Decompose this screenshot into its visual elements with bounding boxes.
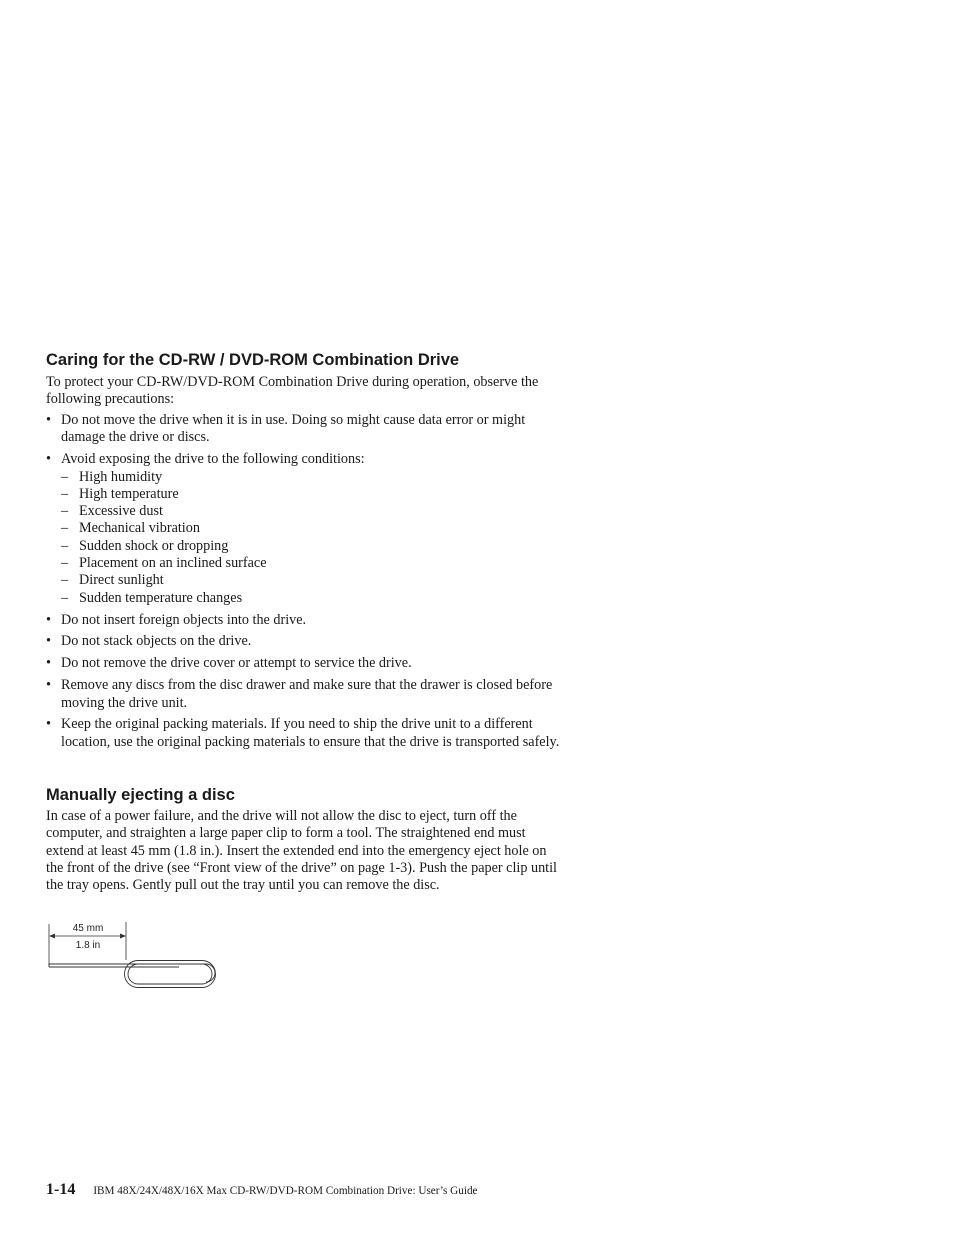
condition-item [61, 520, 566, 537]
bullet-marker: • [46, 677, 51, 694]
paper-clip-illustration [46, 920, 226, 995]
page-number: 1-14 [46, 1181, 76, 1198]
list-item-text: Avoid exposing the drive to the following conditions: [61, 451, 365, 468]
list-item [46, 451, 566, 607]
condition-item [61, 555, 566, 572]
dash-marker: – [61, 555, 69, 572]
condition-item [61, 590, 566, 607]
bullet-marker: • [46, 412, 51, 429]
dash-marker: – [61, 468, 69, 485]
section-caring [46, 350, 566, 751]
page-footer [46, 1181, 478, 1199]
list-item-text: Do not remove the drive cover or attempt to service the drive. [61, 655, 412, 672]
precautions-list [46, 412, 566, 751]
bullet-marker: • [46, 716, 51, 733]
condition-item [61, 538, 566, 555]
footer-title: IBM 48X/24X/48X/16X Max CD-RW/DVD-ROM Combination Drive: User’s Guide [93, 1185, 478, 1197]
section-heading-eject: Manually ejecting a disc [46, 786, 235, 804]
list-item [46, 716, 566, 751]
condition-text: Excessive dust [79, 503, 163, 520]
bullet-marker: • [46, 451, 51, 468]
dash-marker: – [61, 589, 69, 606]
list-item-text: Do not insert foreign objects into the drive. [61, 611, 307, 628]
list-item [46, 677, 566, 712]
condition-text: Sudden temperature changes [79, 589, 243, 606]
intro-paragraph: To protect your CD-RW/DVD-ROM Combination Drive during operation, observe the following precautions: [46, 374, 539, 408]
condition-text: High temperature [79, 485, 179, 502]
dimension-label-in: 1.8 in [75, 940, 101, 951]
bullet-marker: • [46, 633, 51, 650]
condition-item [61, 469, 566, 486]
section-heading-caring: Caring for the CD-RW / DVD-ROM Combination Drive [46, 351, 460, 369]
list-item-text: Keep the original packing materials. If you need to ship the drive unit to a different location, use the original packing materials to ensure that the drive is transported safely. [61, 716, 560, 750]
condition-text: High humidity [79, 468, 163, 485]
eject-paragraph: In case of a power failure, and the drive will not allow the disc to eject, turn off the computer, and straighten a large paper clip to form a tool. The straightened end must extend at least 45 mm (1.8 in.). Insert the extended end into the emergency eject hole on the front of the drive (see “Front view of the drive” on page 1-3). Push the paper clip until the tray opens. Gently pull out the tray until you can remove the disc. [46, 808, 557, 894]
condition-text: Direct sunlight [79, 572, 164, 589]
condition-item [61, 503, 566, 520]
condition-item [61, 486, 566, 503]
bullet-marker: • [46, 611, 51, 628]
paper-clip-figure [46, 920, 226, 1000]
dash-marker: – [61, 503, 69, 520]
list-item [46, 633, 566, 650]
dimension-label-mm: 45 mm [72, 923, 104, 934]
dash-marker: – [61, 520, 69, 537]
condition-text: Mechanical vibration [79, 520, 200, 537]
dash-marker: – [61, 572, 69, 589]
dash-marker: – [61, 485, 69, 502]
condition-text: Sudden shock or dropping [79, 537, 229, 554]
list-item [46, 412, 566, 447]
section-eject [46, 785, 566, 894]
dash-marker: – [61, 537, 69, 554]
conditions-list [61, 469, 566, 607]
list-item-text: Do not stack objects on the drive. [61, 633, 252, 650]
condition-item [61, 572, 566, 589]
bullet-marker: • [46, 655, 51, 672]
list-item [46, 612, 566, 629]
list-item-text: Remove any discs from the disc drawer and make sure that the drawer is closed before moving the drive unit. [61, 677, 553, 711]
list-item [46, 655, 566, 672]
condition-text: Placement on an inclined surface [79, 555, 267, 572]
list-item-text: Do not move the drive when it is in use. Doing so might cause data error or might damage the drive or discs. [61, 412, 526, 446]
